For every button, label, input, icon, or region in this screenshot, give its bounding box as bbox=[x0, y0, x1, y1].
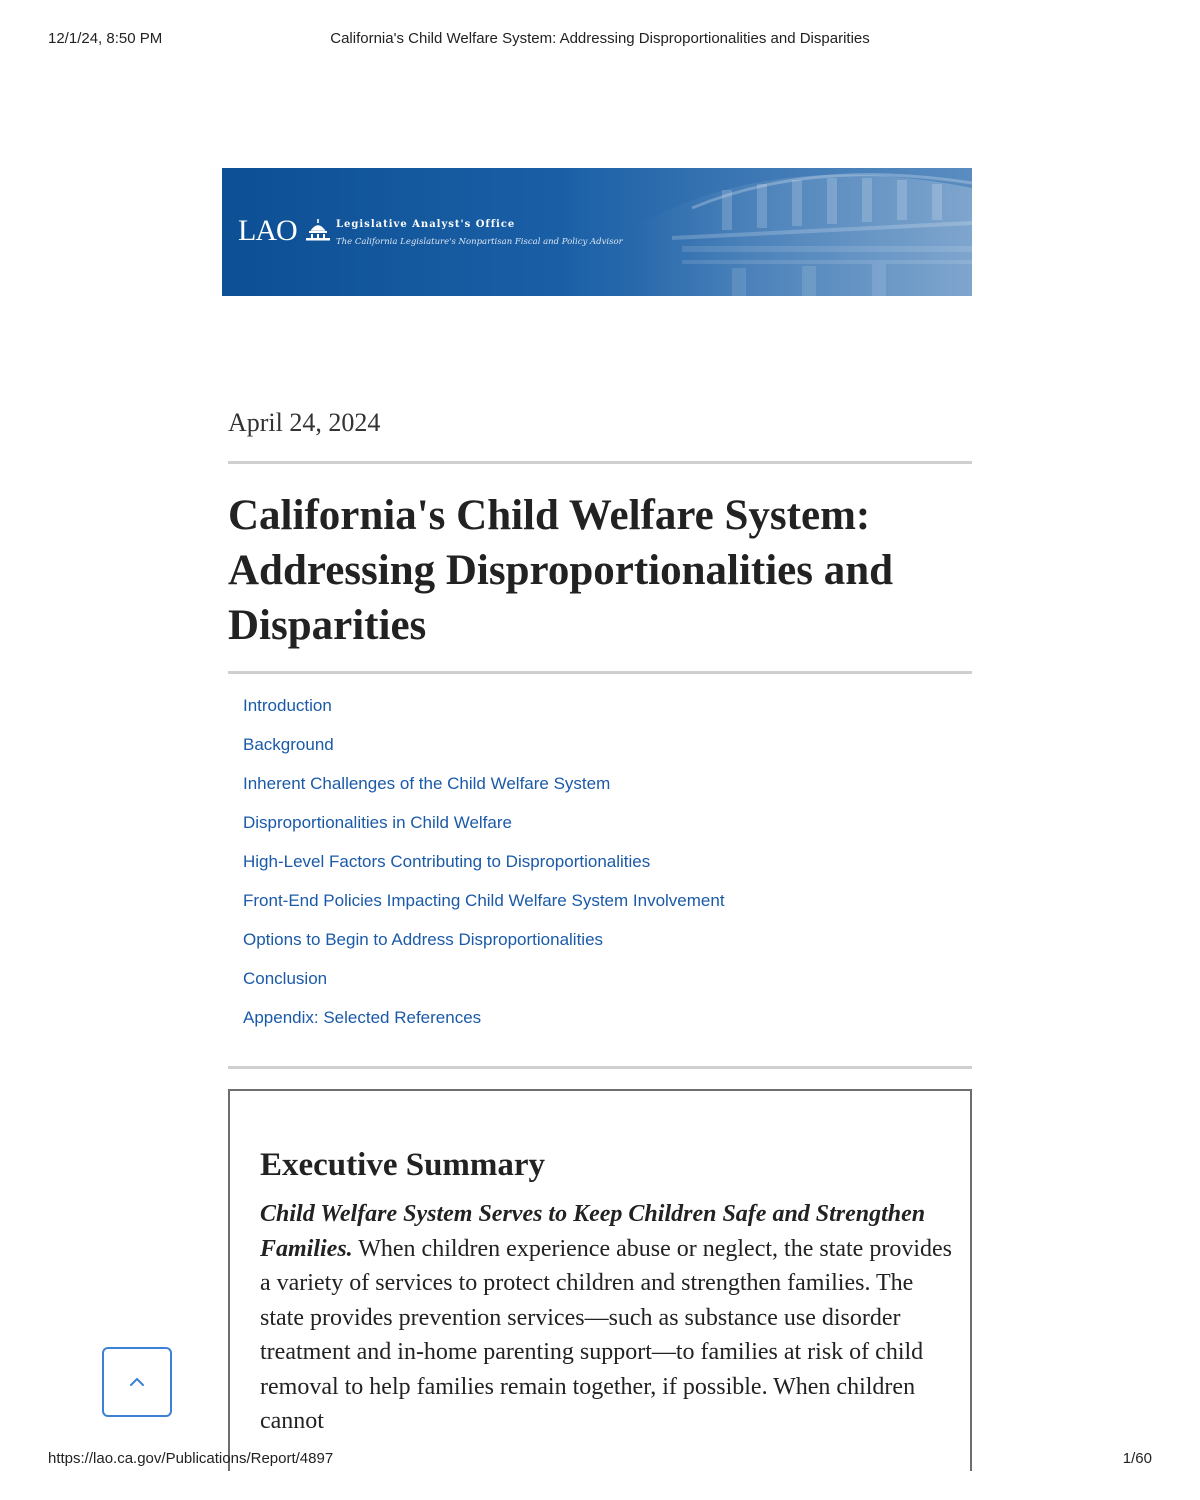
org-tagline: The California Legislature's Nonpartisan Fiscal and Policy Advisor bbox=[336, 237, 623, 247]
toc-link-conclusion[interactable]: Conclusion bbox=[243, 969, 328, 988]
toc-link-introduction[interactable]: Introduction bbox=[243, 696, 332, 715]
org-name: Legislative Analyst's Office bbox=[336, 219, 516, 230]
print-document-title: California's Child Welfare System: Addressing Disproportionalities and Disparities bbox=[330, 30, 870, 47]
lao-banner[interactable] bbox=[222, 168, 972, 296]
toc-item bbox=[243, 774, 725, 813]
divider bbox=[228, 671, 972, 674]
toc-item bbox=[243, 735, 725, 774]
executive-summary-paragraph bbox=[260, 1197, 960, 1439]
toc-item bbox=[243, 891, 725, 930]
table-of-contents bbox=[243, 696, 725, 1047]
toc-link-front-end-policies[interactable]: Front-End Policies Impacting Child Welfare System Involvement bbox=[243, 891, 725, 910]
toc-link-disproportionalities[interactable]: Disproportionalities in Child Welfare bbox=[243, 813, 512, 832]
divider bbox=[228, 461, 972, 464]
toc-item bbox=[243, 1008, 725, 1047]
toc-link-inherent-challenges[interactable]: Inherent Challenges of the Child Welfare System bbox=[243, 774, 611, 793]
divider bbox=[228, 1066, 972, 1069]
toc-item bbox=[243, 852, 725, 891]
toc-link-appendix[interactable]: Appendix: Selected References bbox=[243, 1008, 482, 1027]
toc-item bbox=[243, 969, 725, 1008]
print-header bbox=[48, 30, 1152, 50]
lao-logo-text: LAO bbox=[238, 214, 297, 247]
toc-link-background[interactable]: Background bbox=[243, 735, 334, 754]
report-title: California's Child Welfare System: Addressing Disproportionalities and Disparities bbox=[228, 492, 894, 649]
toc-link-high-level-factors[interactable]: High-Level Factors Contributing to Disproportionalities bbox=[243, 852, 651, 871]
chevron-up-icon bbox=[129, 1377, 145, 1387]
executive-summary-box bbox=[228, 1089, 972, 1471]
page-url: https://lao.ca.gov/Publications/Report/4897 bbox=[48, 1450, 334, 1467]
publication-date: April 24, 2024 bbox=[228, 408, 381, 437]
page-number: 1/60 bbox=[1122, 1450, 1152, 1467]
back-to-top-button[interactable] bbox=[102, 1347, 172, 1417]
toc-item bbox=[243, 813, 725, 852]
executive-summary-heading: Executive Summary bbox=[260, 1147, 546, 1183]
toc-item bbox=[243, 930, 725, 969]
print-datetime: 12/1/24, 8:50 PM bbox=[48, 30, 163, 47]
toc-link-options[interactable]: Options to Begin to Address Disproportionalities bbox=[243, 930, 604, 949]
summary-lead: Child Welfare System Serves to Keep Children Safe and Strengthen Families. bbox=[260, 1201, 926, 1262]
summary-body: When children experience abuse or neglect, the state provides a variety of services to protect children and strengthen families. The state provides prevention services—such as substance use disorder treatment and in-home parenting support—to families at risk of child removal to help families remain together, if possible. When children cannot bbox=[260, 1235, 952, 1434]
toc-item bbox=[243, 696, 725, 735]
capitol-building-graphic bbox=[572, 168, 972, 296]
print-footer bbox=[48, 1450, 1152, 1470]
capitol-dome-icon bbox=[304, 218, 332, 242]
